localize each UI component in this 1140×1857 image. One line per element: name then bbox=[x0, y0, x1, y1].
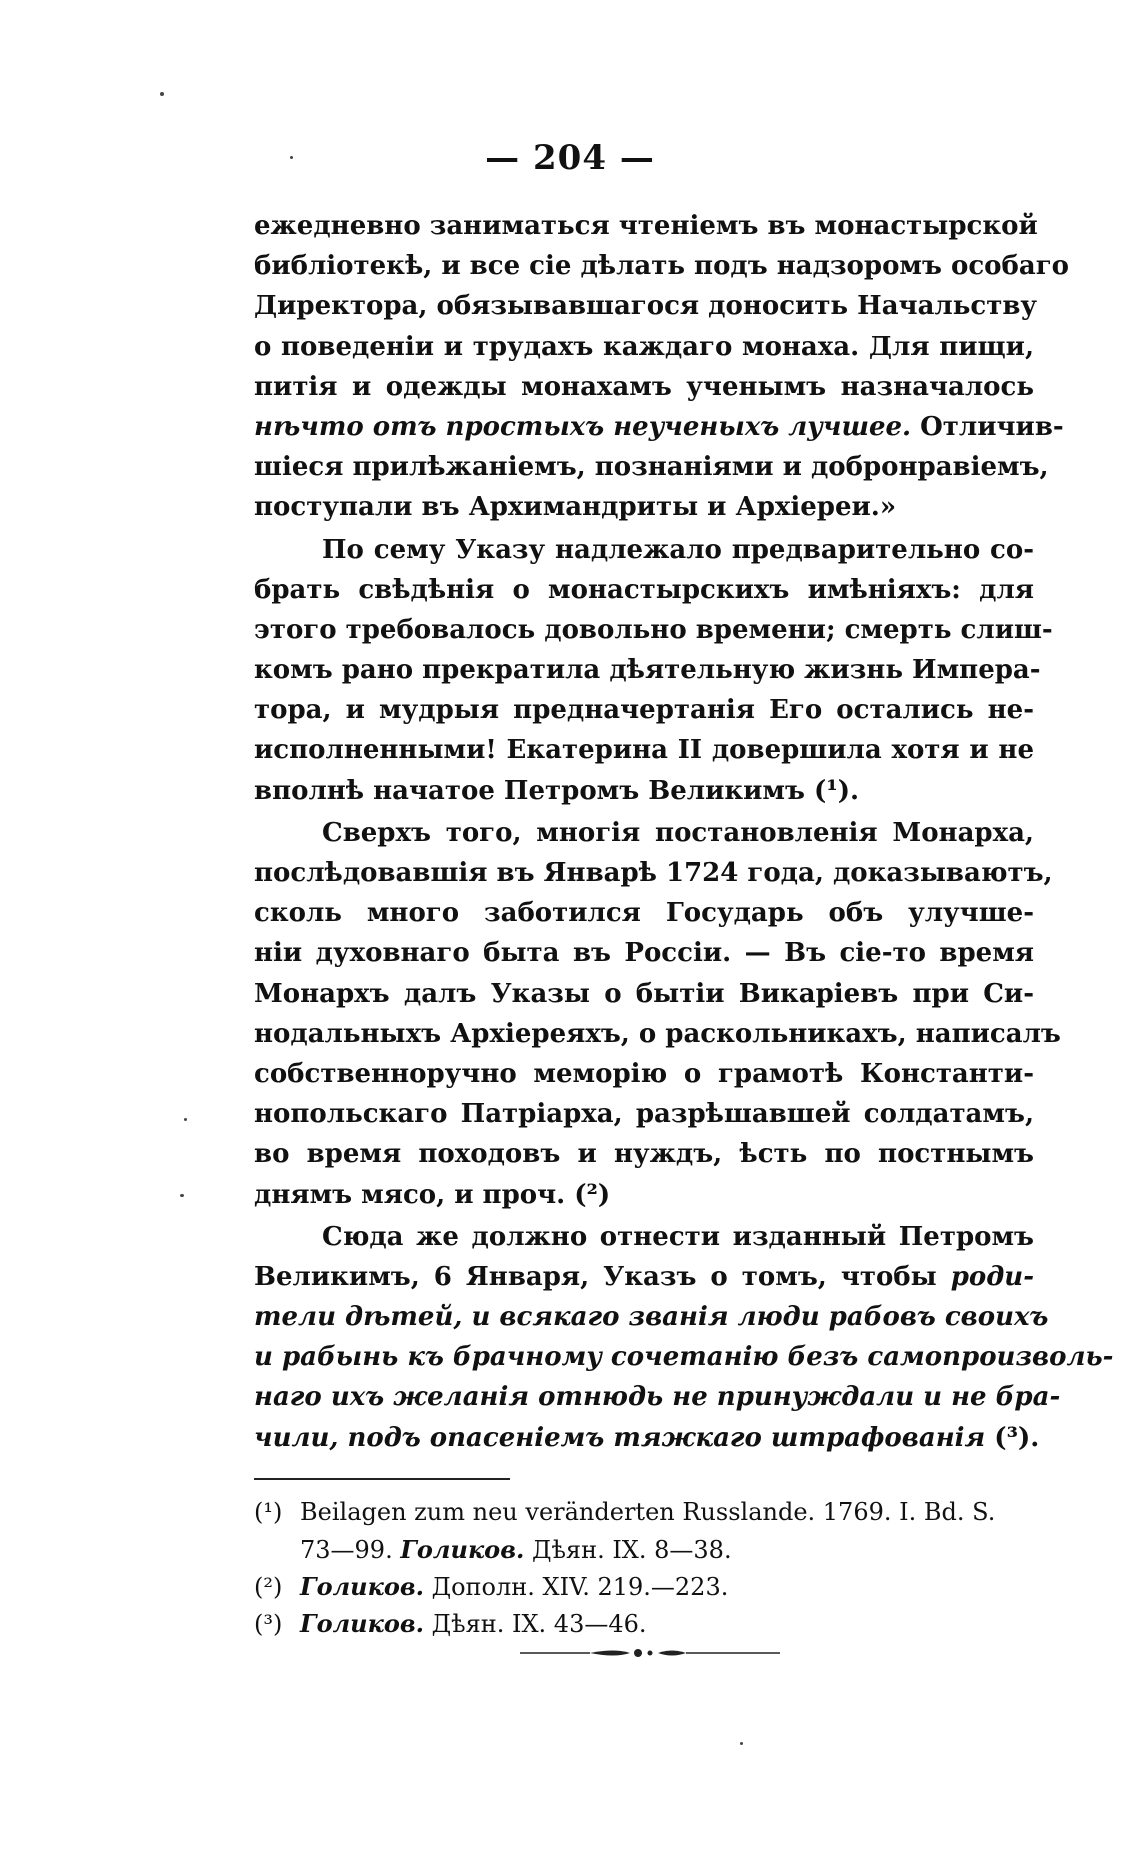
italic-text: Голиков. bbox=[300, 1609, 424, 1638]
text-run: библіотекѣ, и все сіе дѣлать подъ надзоромъ особаго bbox=[254, 251, 1069, 282]
text-run: По сему Указу надлежало предварительно со- bbox=[322, 534, 1034, 565]
footnote-marker: (³) bbox=[254, 1610, 283, 1638]
text-run: Монархъ далъ Указы о бытіи Викаріевъ при Си- bbox=[254, 978, 1034, 1009]
text-run: во время походовъ и нуждъ, ѣсть по постнымъ bbox=[254, 1139, 1034, 1170]
italic-text: Голиков. bbox=[300, 1572, 424, 1601]
text-line bbox=[254, 367, 1034, 407]
footnote-separator bbox=[254, 1478, 510, 1480]
text-line bbox=[254, 933, 1034, 973]
text-run: комъ рано прекратила дѣятельную жизнь Импера- bbox=[254, 655, 1041, 686]
text-line bbox=[254, 1094, 1034, 1134]
text-line bbox=[254, 1297, 1049, 1337]
page-speck bbox=[184, 1118, 187, 1121]
footnote-line bbox=[254, 1605, 1034, 1642]
text-run: питія и одежды монахамъ ученымъ назначалось bbox=[254, 371, 1034, 402]
text-line bbox=[254, 690, 1034, 730]
text-run: Великимъ, 6 Января, Указъ о томъ, чтобы bbox=[254, 1261, 951, 1292]
text-run: ежедневно заниматься чтеніемъ въ монастырской bbox=[254, 211, 1038, 241]
text-line bbox=[254, 771, 1034, 811]
footnote-line bbox=[254, 1568, 1034, 1605]
page-speck bbox=[740, 1742, 743, 1745]
italic-text: чили, подъ опасеніемъ тяжкаго штрафованія bbox=[254, 1422, 986, 1453]
text-run: вполнѣ начатое Петромъ Великимъ (¹). bbox=[254, 775, 860, 806]
text-run: днямъ мясо, и проч. (²) bbox=[254, 1179, 611, 1210]
body-text bbox=[254, 206, 1114, 1458]
text-line bbox=[254, 1377, 1061, 1417]
text-line bbox=[254, 730, 1034, 770]
text-line bbox=[254, 206, 1038, 246]
paragraph bbox=[254, 1217, 1114, 1458]
page-speck bbox=[180, 1194, 184, 1197]
text-line bbox=[254, 650, 1041, 690]
end-ornament bbox=[520, 1646, 780, 1660]
text-line bbox=[254, 1014, 1061, 1054]
paragraph bbox=[254, 206, 1069, 528]
page-number: — 204 — bbox=[485, 138, 655, 178]
text-run: Сверхъ того, многія постановленія Монарха, bbox=[322, 817, 1034, 848]
text-run: Дополн. XIV. 219.—223. bbox=[423, 1573, 729, 1601]
text-line bbox=[254, 407, 1064, 447]
paragraph bbox=[254, 813, 1061, 1215]
text-run: шіеся прилѣжаніемъ, познаніями и добронравіемъ, bbox=[254, 452, 1049, 483]
text-line bbox=[254, 246, 1069, 286]
footnote bbox=[254, 1568, 1034, 1605]
text-line bbox=[254, 447, 1049, 487]
italic-text: наго ихъ желанія отнюдь не принуждали и не бра- bbox=[254, 1382, 1061, 1413]
footnote-line bbox=[254, 1531, 1034, 1568]
text-line bbox=[254, 893, 1034, 933]
footnotes bbox=[254, 1494, 1034, 1642]
text-line bbox=[254, 530, 1034, 570]
text-line bbox=[254, 1257, 1034, 1297]
text-run: Директора, обязывавшагося доносить Начальству bbox=[254, 291, 1038, 322]
text-run: Сюда же должно отнести изданный Петромъ bbox=[322, 1221, 1034, 1252]
text-line bbox=[254, 1175, 1034, 1215]
text-line bbox=[254, 286, 1038, 326]
text-run: Дѣян. IX. 43—46. bbox=[423, 1610, 647, 1638]
text-line bbox=[254, 1337, 1114, 1377]
text-run: поступали въ Архимандриты и Архіереи.» bbox=[254, 492, 897, 523]
italic-text: Голиков. bbox=[400, 1535, 525, 1564]
italic-text: нѣчто отъ простыхъ неученыхъ лучшее. bbox=[254, 411, 912, 442]
text-line bbox=[254, 974, 1034, 1014]
text-line bbox=[254, 610, 1053, 650]
text-run: сколь много заботился Государь объ улучше- bbox=[254, 898, 1034, 929]
footnote bbox=[254, 1494, 1034, 1568]
text-run: собственноручно меморію о грамотѣ Константи- bbox=[254, 1058, 1034, 1089]
footnote-marker: (¹) bbox=[254, 1498, 283, 1526]
text-line bbox=[254, 570, 1034, 610]
text-run: брать свѣдѣнія о монастырскихъ имѣніяхъ: для bbox=[254, 574, 1034, 605]
text-line bbox=[254, 327, 1034, 367]
footnote-line bbox=[254, 1494, 1034, 1531]
text-line bbox=[254, 1054, 1034, 1094]
text-run: (³). bbox=[985, 1422, 1040, 1453]
paragraph bbox=[254, 530, 1053, 811]
text-run: нодальныхъ Архіереяхъ, о раскольникахъ, написалъ bbox=[254, 1018, 1061, 1049]
text-line bbox=[254, 1217, 1034, 1257]
text-line bbox=[254, 1418, 1040, 1458]
italic-text: роди- bbox=[950, 1261, 1034, 1292]
text-run: послѣдовавшія въ Январѣ 1724 года, доказываютъ, bbox=[254, 858, 1053, 888]
text-run: тора, и мудрыя предначертанія Его остались не- bbox=[254, 695, 1034, 726]
text-run: нопольскаго Патріарха, разрѣшавшей солдатамъ, bbox=[254, 1099, 1034, 1130]
text-run: Beilagen zum neu veränderten Russlande. 1769. I. Bd. S. bbox=[300, 1498, 996, 1526]
text-run: исполненными! Екатерина II довершила хотя и не bbox=[254, 735, 1034, 766]
text-run: ніи духовнаго быта въ Россіи. — Въ сіе-то время bbox=[254, 938, 1034, 969]
italic-text: и рабынь къ брачному сочетанію безъ самопроизволь- bbox=[254, 1342, 1114, 1373]
footnote-marker: (²) bbox=[254, 1573, 283, 1601]
footnote bbox=[254, 1605, 1034, 1642]
text-line bbox=[254, 1134, 1034, 1174]
italic-text: тели дѣтей, и всякаго званія люди рабовъ своихъ bbox=[254, 1302, 1049, 1333]
text-run: Дѣян. IX. 8—38. bbox=[524, 1536, 732, 1564]
text-run: Отличив- bbox=[911, 411, 1064, 442]
text-line bbox=[254, 487, 1034, 527]
text-run: 73—99. bbox=[300, 1536, 401, 1564]
text-run: о поведеніи и трудахъ каждаго монаха. Для пищи, bbox=[254, 331, 1034, 362]
text-line bbox=[254, 813, 1034, 853]
page-speck bbox=[160, 92, 164, 96]
text-run: этого требовалось довольно времени; смерть слиш- bbox=[254, 614, 1053, 645]
text-line bbox=[254, 853, 1053, 893]
